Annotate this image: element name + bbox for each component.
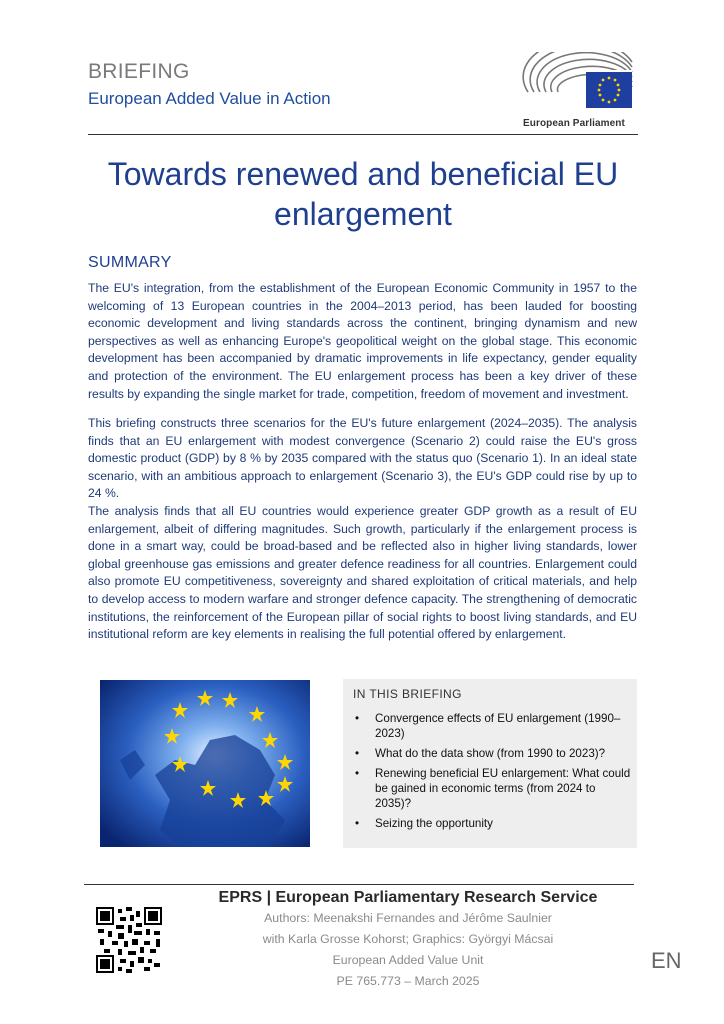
list-item: • Convergence effects of EU enlargement (1990–2023) [355,712,621,740]
authors-line: Authors: Meenakshi Fernandes and Jérôme Saulnier [264,911,552,925]
logo-text: European Parliament [523,118,625,129]
briefing-series: European Added Value in Action [88,89,331,108]
eprs-service-name: EPRS | European Parliamentary Research Service [218,889,598,906]
eu-stars-map-image [100,680,310,847]
reference-line: PE 765.773 – March 2025 [336,974,480,988]
summary-heading: SUMMARY [88,254,172,271]
header-divider [88,134,638,135]
list-item: • Renewing beneficial EU enlargement: What could be gained in economic terms (from 2024 to 2035)? [355,767,631,810]
summary-paragraph: The EU's integration, from the establishment of the European Economic Community in 1957 to the welcoming of 13 European countries in the 2004–2013 period, has been lauded for boosting economic development and living standards across the continent, bringing dynamism and new perspectives as well as enhancing Europe's geopolitical weight on the global stage. This economic development has been accompanied by dramatic improvements in life expectancy, gender equality and protection of the environment. The EU enlargement process has been a key driver of these results by expanding the single market for trade, competition, freedom of movement and investment. [88,281,637,401]
in-this-briefing-box [343,679,637,848]
language-code: EN [651,948,682,973]
briefing-contents-list [353,711,633,836]
bullet-icon: • [355,712,360,725]
page-title: Towards renewed and beneficial EU enlargement [107,156,619,232]
briefing-label: BRIEFING [88,60,190,83]
box-heading: IN THIS BRIEFING [353,687,462,701]
bullet-icon: • [355,767,360,780]
bullet-icon: • [355,747,360,760]
unit-line: European Added Value Unit [332,953,484,967]
summary-paragraph: This briefing constructs three scenarios for the EU's future enlargement (2024–2035). The analysis finds that an EU enlargement with modest convergence (Scenario 2) could raise the EU's gross domestic product (GDP) by 8 % by 2035 compared with the status quo (Scenario 1). In an ideal state scenario, with an ambitious approach to enlargement (Scenario 3), the EU's GDP could rise by up to 24 %. [88,416,637,501]
bullet-icon: • [355,817,360,830]
summary-paragraph: The analysis finds that all EU countries would experience greater GDP growth as a result of EU enlargement, albeit of differing magnitudes. Such growth, particularly if the enlargement process is done in a smart way, could be broad-based and be reflected also in higher living standards, lower global greenhouse gas emissions and greater defence readiness for all countries. Enlargement could also promote EU competitiveness, sovereignty and shared exploitation of critical materials, and help to develop access to modern warfare and stronger defence capacity. The strengthening of democratic institutions, the reinforcement of the European pillar of social rights to boost living standards, and EU institutional reform are key elements in realising the full potential offered by enlargement. [88,504,637,642]
footer-divider [84,884,634,885]
list-item: • Seizing the opportunity [355,817,493,830]
list-item: • What do the data show (from 1990 to 2023)? [355,747,606,760]
contributors-line: with Karla Grosse Kohorst; Graphics: Györgyi Mácsai [262,932,554,946]
